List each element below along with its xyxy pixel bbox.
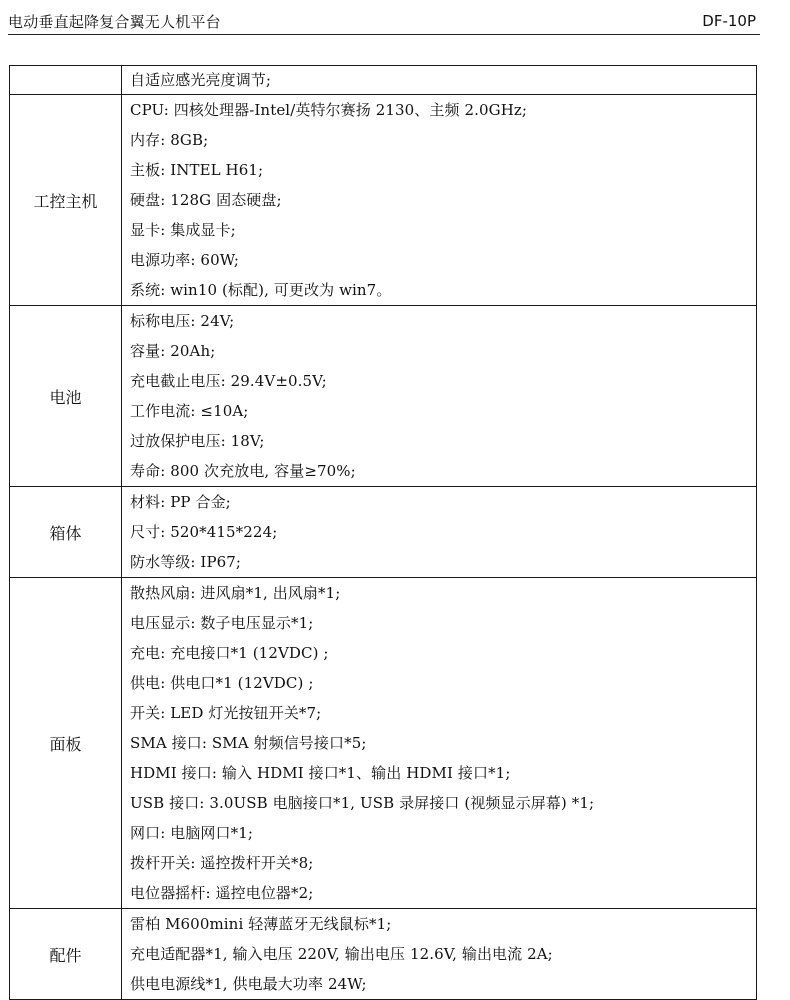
spec-line: CPU: 四核处理器-Intel/英特尔赛扬 2130、主频 2.0GHz; — [130, 101, 528, 119]
spec-list — [122, 306, 757, 487]
spec-line: 标称电压: 24V; — [130, 312, 235, 330]
category-cell: 工控主机 — [10, 95, 122, 306]
spec-line: 充电: 充电接口*1 (12VDC) ; — [130, 644, 329, 662]
spec-list — [122, 487, 757, 578]
spec-line: 容量: 20Ah; — [130, 342, 216, 360]
spec-line: 电压显示: 数子电压显示*1; — [130, 614, 314, 632]
spec-line: 拨杆开关: 遥控拨杆开关*8; — [130, 854, 314, 872]
spec-list — [122, 578, 757, 909]
document-title: 电动垂直起降复合翼无人机平台 — [8, 12, 221, 31]
category-cell — [10, 66, 122, 95]
spec-line: 散热风扇: 进风扇*1, 出风扇*1; — [130, 584, 341, 602]
table-row-panel — [10, 578, 757, 909]
spec-line: 网口: 电脑网口*1; — [130, 824, 254, 842]
spec-list — [122, 909, 757, 1000]
spec-list — [122, 95, 757, 306]
spec-table — [9, 65, 757, 1000]
spec-line: 供电电源线*1, 供电最大功率 24W; — [130, 975, 367, 993]
category-cell: 面板 — [10, 578, 122, 909]
spec-line: 电源功率: 60W; — [130, 251, 240, 269]
spec-line: 电位器摇杆: 遥控电位器*2; — [130, 884, 314, 902]
spec-line: 防水等级: IP67; — [130, 553, 242, 571]
spec-line: 自适应感光亮度调节; — [130, 71, 272, 89]
spec-line: 寿命: 800 次充放电, 容量≥70%; — [130, 462, 356, 480]
model-number: DF-10P — [702, 12, 756, 30]
spec-line: 材料: PP 合金; — [130, 493, 231, 511]
spec-line: 充电适配器*1, 输入电压 220V, 输出电压 12.6V, 输出电流 2A; — [130, 945, 553, 963]
table-row-industrial-pc — [10, 95, 757, 306]
spec-line: 供电: 供电口*1 (12VDC) ; — [130, 674, 314, 692]
spec-list — [122, 66, 757, 95]
table-row-case — [10, 487, 757, 578]
spec-line: 充电截止电压: 29.4V±0.5V; — [130, 372, 327, 390]
spec-line: 显卡: 集成显卡; — [130, 221, 236, 239]
category-cell: 配件 — [10, 909, 122, 1000]
table-row-accessories — [10, 909, 757, 1000]
spec-line: 尺寸: 520*415*224; — [130, 523, 278, 541]
spec-line: 内存: 8GB; — [130, 131, 209, 149]
spec-line: 雷柏 M600mini 轻薄蓝牙无线鼠标*1; — [130, 915, 392, 933]
spec-line: HDMI 接口: 输入 HDMI 接口*1、输出 HDMI 接口*1; — [130, 764, 511, 782]
category-cell: 箱体 — [10, 487, 122, 578]
spec-line: 过放保护电压: 18V; — [130, 432, 265, 450]
category-cell: 电池 — [10, 306, 122, 487]
spec-line: USB 接口: 3.0USB 电脑接口*1, USB 录屏接口 (视频显示屏幕) *1; — [130, 794, 595, 812]
spec-line: SMA 接口: SMA 射频信号接口*5; — [130, 734, 367, 752]
spec-line: 主板: INTEL H61; — [130, 161, 264, 179]
table-row-battery — [10, 306, 757, 487]
spec-line: 开关: LED 灯光按钮开关*7; — [130, 704, 322, 722]
page-header — [8, 8, 760, 35]
table-row-display — [10, 66, 757, 95]
spec-line: 系统: win10 (标配), 可更改为 win7。 — [130, 281, 392, 299]
spec-line: 硬盘: 128G 固态硬盘; — [130, 191, 282, 209]
spec-line: 工作电流: ≤10A; — [130, 402, 249, 420]
